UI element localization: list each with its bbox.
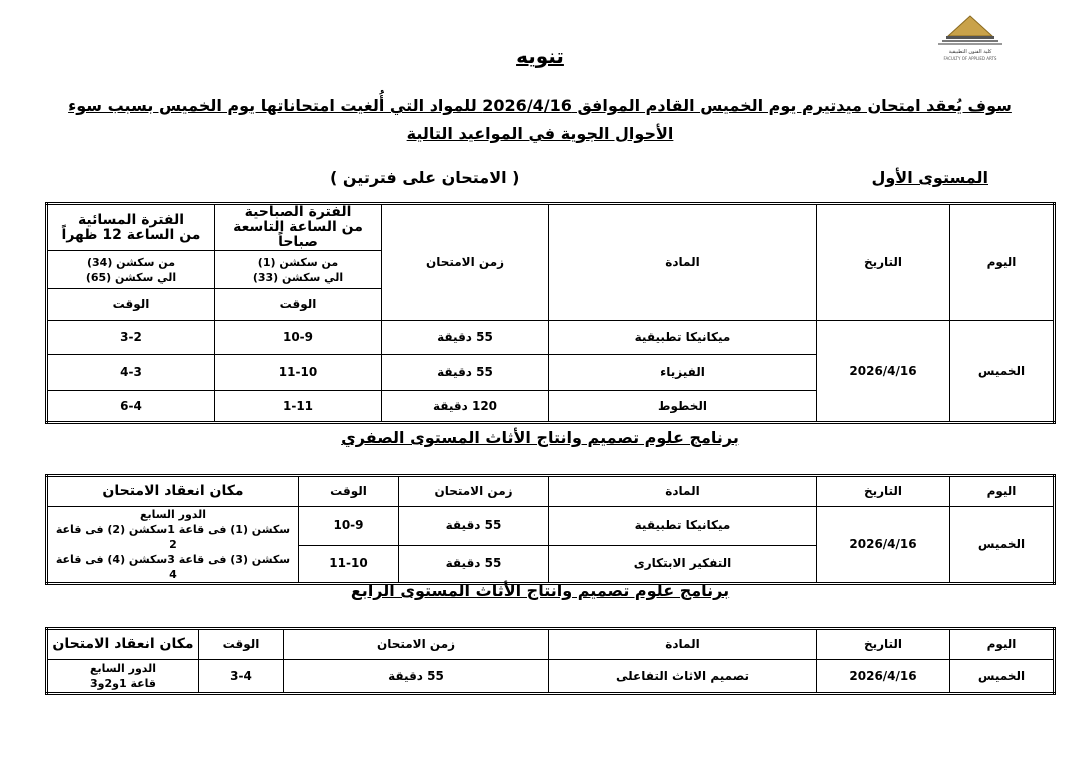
place-line: الدور السابع xyxy=(139,508,207,521)
header-date: التاريخ xyxy=(817,476,950,507)
evening-time: من الساعة 12 ظهراً xyxy=(61,226,201,243)
cell-duration: 55 دقيقة xyxy=(399,507,549,546)
cell-subject: ميكانيكا تطبيقية xyxy=(549,507,817,546)
program-four-table xyxy=(45,627,1056,695)
cell-subject: الفيزياء xyxy=(549,355,817,391)
header-subject: المادة xyxy=(549,629,817,660)
header-date: التاريخ xyxy=(817,629,950,660)
evening-title: الفترة المسائية xyxy=(77,211,185,228)
cell-place xyxy=(47,660,199,694)
morning-title: الفترة الصباحية xyxy=(244,204,352,220)
header-evening-period xyxy=(47,204,215,251)
page-title: تنويه xyxy=(516,44,564,68)
header-time: الوقت xyxy=(299,476,399,507)
cell-morning: 11-10 xyxy=(215,355,382,391)
cell-evening: 6-4 xyxy=(47,391,215,423)
cell-time: 3-4 xyxy=(199,660,284,694)
cell-day: الخميس xyxy=(950,660,1055,694)
header-day: اليوم xyxy=(950,204,1055,321)
program-four-heading: برنامج علوم تصميم وانتاج الأثاث المستوى الرابع xyxy=(350,581,730,600)
logo-caption-en: FACULTY OF APPLIED ARTS xyxy=(943,56,997,61)
header-subject: المادة xyxy=(549,476,817,507)
cell-date: 2026/4/16 xyxy=(817,660,950,694)
morning-sections-to: الي سكشن (33) xyxy=(252,270,344,284)
table-row xyxy=(47,660,1055,694)
cell-subject: ميكانيكا تطبيقية xyxy=(549,321,817,355)
cell-day: الخميس xyxy=(950,507,1055,584)
cell-duration: 55 دقيقة xyxy=(284,660,549,694)
cell-subject: الخطوط xyxy=(549,391,817,423)
cell-subject: التفكير الابتكارى xyxy=(549,545,817,584)
cell-morning: 10-9 xyxy=(215,321,382,355)
table-row xyxy=(47,321,1055,355)
evening-sections xyxy=(47,251,215,289)
header-place: مكان انعقاد الامتحان xyxy=(47,476,299,507)
place-line: سكشن (3) فى قاعة 3سكشن (4) فى قاعة 4 xyxy=(55,553,291,581)
morning-sections xyxy=(215,251,382,289)
cell-date: 2026/4/16 xyxy=(817,507,950,584)
table-row xyxy=(47,507,1055,546)
cell-duration: 120 دقيقة xyxy=(382,391,549,423)
header-subject: المادة xyxy=(549,204,817,321)
evening-sections-to: الي سكشن (65) xyxy=(85,270,177,284)
cell-time: 11-10 xyxy=(299,545,399,584)
cell-day: الخميس xyxy=(950,321,1055,423)
header-evening-time-label: الوقت xyxy=(47,289,215,321)
program-zero-table xyxy=(45,474,1056,585)
cell-duration: 55 دقيقة xyxy=(382,321,549,355)
header-day: اليوم xyxy=(950,629,1055,660)
evening-sections-from: من سكشن (34) xyxy=(86,255,176,269)
level-one-heading: المستوى الأول xyxy=(871,168,988,187)
place-line: قاعة 1و2و3 xyxy=(89,677,156,690)
cell-evening: 3-2 xyxy=(47,321,215,355)
cell-duration: 55 دقيقة xyxy=(399,545,549,584)
level-one-table xyxy=(45,202,1056,424)
header-place: مكان انعقاد الامتحان xyxy=(47,629,199,660)
header-duration: زمن الامتحان xyxy=(284,629,549,660)
morning-time: من الساعة التاسعة صباحاً xyxy=(233,219,363,250)
cell-subject: تصميم الاثاث التفاعلى xyxy=(549,660,817,694)
cell-date: 2026/4/16 xyxy=(817,321,950,423)
cell-place xyxy=(47,507,299,584)
cell-duration: 55 دقيقة xyxy=(382,355,549,391)
place-line: سكشن (1) فى قاعة 1سكشن (2) فى قاعة 2 xyxy=(55,523,291,551)
header-morning-period xyxy=(215,204,382,251)
header-duration: زمن الامتحان xyxy=(399,476,549,507)
program-zero-heading: برنامج علوم تصميم وانتاج الأثاث المستوى الصفري xyxy=(341,428,739,447)
header-date: التاريخ xyxy=(817,204,950,321)
header-day: اليوم xyxy=(950,476,1055,507)
cell-time: 10-9 xyxy=(299,507,399,546)
periods-note: ( الامتحان على فترتين ) xyxy=(330,168,520,187)
header-morning-time-label: الوقت xyxy=(215,289,382,321)
notice-text: سوف يُعقد امتحان ميدتيرم يوم الخميس القادم الموافق 2026/4/16 للمواد التي أُلغيت امتحاناتها يوم الخميس بسبب سوء الأحوال الجوية في المواعيد التالية xyxy=(68,96,1012,143)
logo-caption-ar: كلية الفنون التطبيقية xyxy=(948,49,992,55)
morning-sections-from: من سكشن (1) xyxy=(257,255,339,269)
cell-morning: 1-11 xyxy=(215,391,382,423)
header-time: الوقت xyxy=(199,629,284,660)
place-line: الدور السابع xyxy=(89,662,157,675)
header-duration: زمن الامتحان xyxy=(382,204,549,321)
cell-evening: 4-3 xyxy=(47,355,215,391)
